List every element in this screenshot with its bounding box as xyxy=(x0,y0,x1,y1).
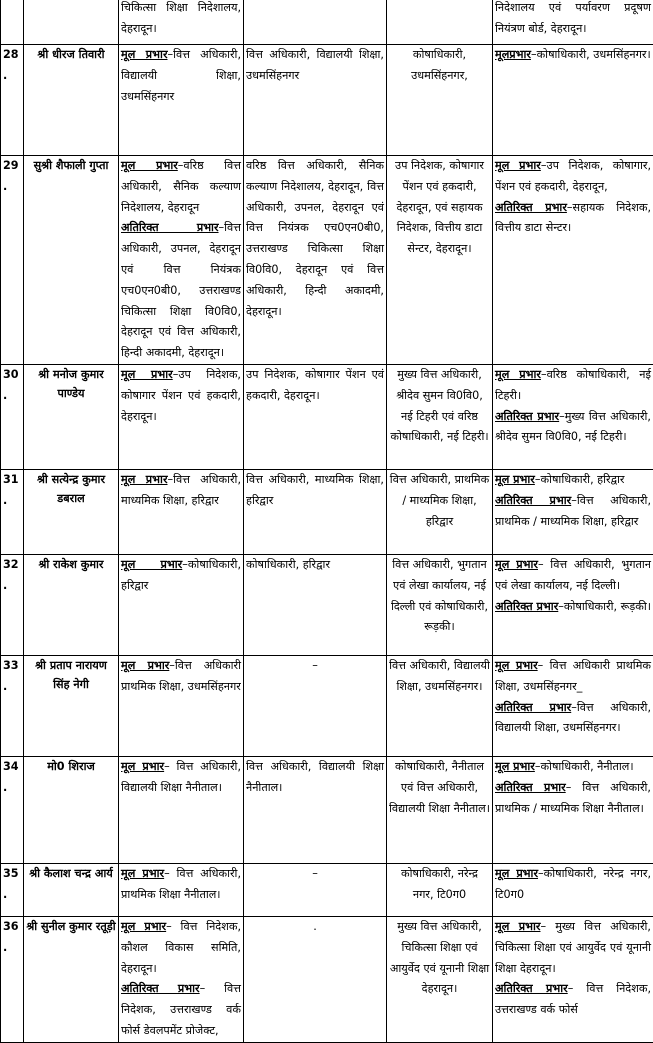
charge-label: अतिरिक्त प्रभार xyxy=(495,781,566,794)
charge-label: अतिरिक्त प्रभार xyxy=(495,201,567,214)
charge-entry xyxy=(495,555,651,597)
charge-text: – मुख्य वित्त अधिकारी, चिकित्सा शिक्षा एवं आयुर्वेद एवं यूनानी शिक्षा देहरादून। xyxy=(495,920,651,975)
charge-label: अतिरिक्त प्रभार xyxy=(495,410,559,423)
cell-col3: वित्त अधिकारी, प्राथमिक / माध्यमिक शिक्षा, हरिद्वार xyxy=(387,469,493,554)
charge-label: अतिरिक्त प्रभार xyxy=(495,982,568,995)
charge-entry xyxy=(121,218,241,364)
cell-col2: वित्त अधिकारी, विद्यालयी शिक्षा, उधमसिंहनगर xyxy=(244,45,387,156)
charge-text: –वित्त अधिकारी, माध्यमिक शिक्षा, हरिद्वार xyxy=(121,473,241,507)
cell-col3: उप निदेशक, कोषागार पेंशन एवं हकदारी, देहरादून, एवं सहायक निदेशक, वित्तीय डाटा सेन्टर, देहरादून। xyxy=(387,156,493,365)
table-row xyxy=(1,756,653,863)
charge-text: –वित्त अधिकारी, प्राथमिक / माध्यमिक शिक्षा, हरिद्वार xyxy=(495,494,651,528)
charge-text: –सहायक निदेशक, वित्तीय डाटा सेन्टर। xyxy=(495,201,651,235)
charge-text: –वरिष्ठ कोषाधिकारी, नई टिहरी। xyxy=(495,368,651,402)
cell-col2: . xyxy=(244,916,387,1042)
charge-text: – वित्त अधिकारी, विद्यालयी शिक्षा नैनीताल। xyxy=(121,760,241,794)
charge-text: – वित्त निदेशक, उत्तराखण्ड वर्क फोर्स xyxy=(495,982,651,1016)
charge-entry xyxy=(121,156,241,218)
charge-entry xyxy=(495,198,651,240)
charge-label: मूल प्रभार xyxy=(121,659,169,672)
cell-col3: मुख्य वित्त अधिकारी, चिकित्सा शिक्षा एवं आयुर्वेद एवं यूनानी शिक्षा देहरादून। xyxy=(387,916,493,1042)
charge-label: मूल प्रभार xyxy=(495,659,538,672)
serial-number: 35. xyxy=(1,863,24,916)
cell-new-charge: निदेशालय एवं पर्यावरण प्रदूषण नियंत्रण बोर्ड, देहरादून। xyxy=(493,0,653,45)
officer-name: श्री धीरज तिवारी xyxy=(24,45,119,156)
charge-text: – वित्त अधिकारी प्राथमिक शिक्षा, उधमसिंहनगर_ xyxy=(495,659,651,693)
charge-label: मूल प्रभार xyxy=(121,867,164,880)
charge-text: –कोषाधिकारी, नरेन्द्र नगर, टि0ग0 xyxy=(495,867,651,901)
cell-col2: – xyxy=(244,655,387,756)
charge-label: अतिरिक्त प्रभार xyxy=(121,982,200,995)
charge-entry xyxy=(495,470,651,491)
cell-col3: कोषाधिकारी, नैनीताल एवं वित्त अधिकारी, विद्यालयी शिक्षा नैनीताल। xyxy=(387,756,493,863)
cell-col2: वरिष्ठ वित्त अधिकारी, सैनिक कल्याण निदेशालय, देहरादून, वित्त अधिकारी, उपनल, देहरादून एवं वित्त नियंत्रक एच0एन0बी0, उत्तराखण्ड चिकित्सा शिक्षा वि0वि0, देहरादून एवं वित्त अधिकारी, हिन्दी अकादमी, देहरादून। xyxy=(244,156,387,365)
officer-name: श्री सत्येन्द्र कुमार डबराल xyxy=(24,469,119,554)
charge-entry xyxy=(495,864,651,906)
officer-name: श्री राकेश कुमार xyxy=(24,554,119,655)
cell-current-charge xyxy=(119,554,244,655)
charge-text: –वित्त अधिकारी, विद्यालयी शिक्षा, उधमसिंहनगर। xyxy=(495,701,651,735)
cell-col2: वित्त अधिकारी, माध्यमिक शिक्षा, हरिद्वार xyxy=(244,469,387,554)
cell-current-charge xyxy=(119,916,244,1042)
charge-label: मूल प्रभार xyxy=(495,368,541,381)
charge-entry xyxy=(121,864,241,906)
cell-current-charge xyxy=(119,756,244,863)
cell-col2: – xyxy=(244,863,387,916)
cell-current-charge xyxy=(119,156,244,365)
charge-label: मूलप्रभार xyxy=(495,48,531,61)
cell-col3: वित्त अधिकारी, विद्यालयी शिक्षा, उधमसिंहनगर। xyxy=(387,655,493,756)
charge-entry xyxy=(495,917,651,979)
charge-entry xyxy=(121,365,241,427)
charge-text: –कोषाधिकारी, नैनीताल। xyxy=(535,760,634,773)
charge-entry xyxy=(495,45,651,66)
table-row xyxy=(1,156,653,365)
charge-text: –कोषाधिकारी, हरिद्वार xyxy=(121,558,241,592)
cell-col3: कोषाधिकारी, नरेन्द्र नगर, टि0ग0 xyxy=(387,863,493,916)
charge-label: मूल प्रभार xyxy=(495,473,535,486)
charge-text: –उप निदेशक, कोषागार, पेंशन एवं हकदारी, देहरादून, xyxy=(495,159,651,193)
cell-current-charge xyxy=(119,655,244,756)
charge-text: – वित्त अधिकारी, भुगतान एवं लेखा कार्यालय, नई दिल्ली। xyxy=(495,558,651,592)
officer-name: श्री मनोज कुमार पाण्डेय xyxy=(24,364,119,469)
table-body xyxy=(1,0,653,1042)
charge-label: मूल प्रभार xyxy=(495,867,538,880)
charge-entry xyxy=(121,656,241,698)
charge-label: मूल प्रभार xyxy=(121,368,173,381)
cell-col2 xyxy=(244,0,387,45)
charge-text: –वरिष्ठ वित्त अधिकारी, सैनिक कल्याण निदेशालय, देहरादून xyxy=(121,159,241,214)
cell-col3 xyxy=(387,0,493,45)
officer-name: श्री प्रताप नारायण सिंह नेगी xyxy=(24,655,119,756)
cell-new-charge xyxy=(493,863,653,916)
charge-entry xyxy=(495,979,651,1021)
charge-entry xyxy=(121,470,241,512)
officer-name: श्री सुनील कुमार रतूड़ी xyxy=(24,916,119,1042)
charge-entry xyxy=(495,698,651,740)
cell-new-charge xyxy=(493,469,653,554)
table-row xyxy=(1,469,653,554)
charge-label: मूल प्रभार xyxy=(121,558,182,571)
charge-text: – वित्त निदेशक, उत्तराखण्ड वर्क फोर्स डेवलपमेंट प्रोजेक्ट, xyxy=(121,982,241,1037)
charge-label: अतिरिक्त प्रभार xyxy=(495,494,571,507)
cell-num xyxy=(1,0,24,45)
table-row xyxy=(1,45,653,156)
serial-number: 28. xyxy=(1,45,24,156)
cell-col3: मुख्य वित्त अधिकारी, श्रीदेव सुमन वि0वि0, नई टिहरी एवं वरिष्ठ कोषाधिकारी, नई टिहरी। xyxy=(387,364,493,469)
charge-entry xyxy=(121,979,241,1041)
cell-new-charge xyxy=(493,156,653,365)
charge-text: –कोषाधिकारी, रूड़की। xyxy=(558,600,651,613)
charge-label: अतिरिक्त प्रभार xyxy=(495,600,558,613)
charge-text: – वित्त अधिकारी, प्राथमिक शिक्षा नैनीताल। xyxy=(121,867,241,901)
charge-entry xyxy=(495,597,651,618)
table-row xyxy=(1,655,653,756)
cell-new-charge xyxy=(493,655,653,756)
charge-text: –कोषाधिकारी, हरिद्वार xyxy=(535,473,625,486)
charge-label: मूल प्रभार xyxy=(495,760,535,773)
table-row xyxy=(1,916,653,1042)
cell-new-charge xyxy=(493,916,653,1042)
cell-col2: उप निदेशक, कोषागार पेंशन एवं हकदारी, देहरादून। xyxy=(244,364,387,469)
cell-new-charge xyxy=(493,364,653,469)
serial-number: 33. xyxy=(1,655,24,756)
charge-label: मूल प्रभार xyxy=(495,159,541,172)
cell-current-charge xyxy=(119,863,244,916)
cell-current-charge xyxy=(119,364,244,469)
charge-label: अतिरिक्त प्रभार xyxy=(121,221,219,234)
charge-label: मूल प्रभार xyxy=(121,920,166,933)
charge-text: –वित्त अधिकारी प्राथमिक शिक्षा, उधमसिंहनगर xyxy=(121,659,241,693)
charge-entry xyxy=(121,555,241,597)
cell-col2: वित्त अधिकारी, विद्यालयी शिक्षा नैनीताल। xyxy=(244,756,387,863)
cell-current-charge xyxy=(119,469,244,554)
serial-number: 36. xyxy=(1,916,24,1042)
serial-number: 34. xyxy=(1,756,24,863)
charge-text: –वित्त अधिकारी, उपनल, देहरादून एवं वित्त नियंत्रक एच0एन0बी0, उत्तराखण्ड चिकित्सा शिक्षा वि0वि0, देहरादून एवं वित्त अधिकारी, हिन्दी अकादमी, देहरादून। xyxy=(121,221,241,359)
charge-entry xyxy=(121,917,241,979)
charge-text: – वित्त अधिकारी, प्राथमिक / माध्यमिक शिक्षा नैनीताल। xyxy=(495,781,651,815)
cell-current-charge xyxy=(119,45,244,156)
serial-number: 32. xyxy=(1,554,24,655)
cell-col3: वित्त अधिकारी, भुगतान एवं लेखा कार्यालय, नई दिल्ली एवं कोषाधिकारी, रूड़की। xyxy=(387,554,493,655)
charge-entry xyxy=(121,45,241,107)
charge-label: मूल प्रभार xyxy=(121,48,168,61)
officer-name: मो0 शिराज xyxy=(24,756,119,863)
charge-text: –उप निदेशक, कोषागार पेंशन एवं हकदारी, देहरादून। xyxy=(121,368,241,423)
charge-entry xyxy=(495,156,651,198)
serial-number: 29. xyxy=(1,156,24,365)
serial-number: 30. xyxy=(1,364,24,469)
table-row xyxy=(1,364,653,469)
cell-new-charge xyxy=(493,756,653,863)
cell-name xyxy=(24,0,119,45)
charge-entry xyxy=(495,365,651,407)
table-row xyxy=(1,554,653,655)
cell-col2: कोषाधिकारी, हरिद्वार xyxy=(244,554,387,655)
cell-new-charge xyxy=(493,45,653,156)
charge-label: मूल प्रभार xyxy=(121,159,178,172)
officer-name: श्री कैलाश चन्द्र आर्य xyxy=(24,863,119,916)
charge-entry xyxy=(495,491,651,533)
charge-entry xyxy=(495,407,651,449)
charge-text: –वित्त अधिकारी, विद्यालयी शिक्षा, उधमसिंहनगर xyxy=(121,48,241,103)
officer-name: सुश्री शैफाली गुप्ता xyxy=(24,156,119,365)
charge-text: –कोषाधिकारी, उधमसिंहनगर। xyxy=(531,48,651,61)
charge-entry xyxy=(121,757,241,799)
charge-label: अतिरिक्त प्रभार xyxy=(495,701,571,714)
charge-label: मूल प्रभार xyxy=(495,558,538,571)
charge-entry xyxy=(495,757,651,778)
charge-label: मूल प्रभार xyxy=(121,473,168,486)
cell-col3: कोषाधिकारी, उधमसिंहनगर, xyxy=(387,45,493,156)
charge-label: मूल प्रभार xyxy=(495,920,540,933)
cell-current-charge: चिकित्सा शिक्षा निदेशालय, देहरादून। xyxy=(119,0,244,45)
table-row xyxy=(1,863,653,916)
table-row-fragment xyxy=(1,0,653,45)
charge-text: –मुख्य वित्त अधिकारी, श्रीदेव सुमन वि0वि0, नई टिहरी। xyxy=(495,410,651,444)
charge-text: – वित्त निदेशक, कौशल विकास समिति, देहरादून। xyxy=(121,920,241,975)
charge-label: मूल प्रभार xyxy=(121,760,164,773)
cell-new-charge xyxy=(493,554,653,655)
charge-entry xyxy=(495,778,651,820)
charge-entry xyxy=(495,656,651,698)
serial-number: 31. xyxy=(1,469,24,554)
